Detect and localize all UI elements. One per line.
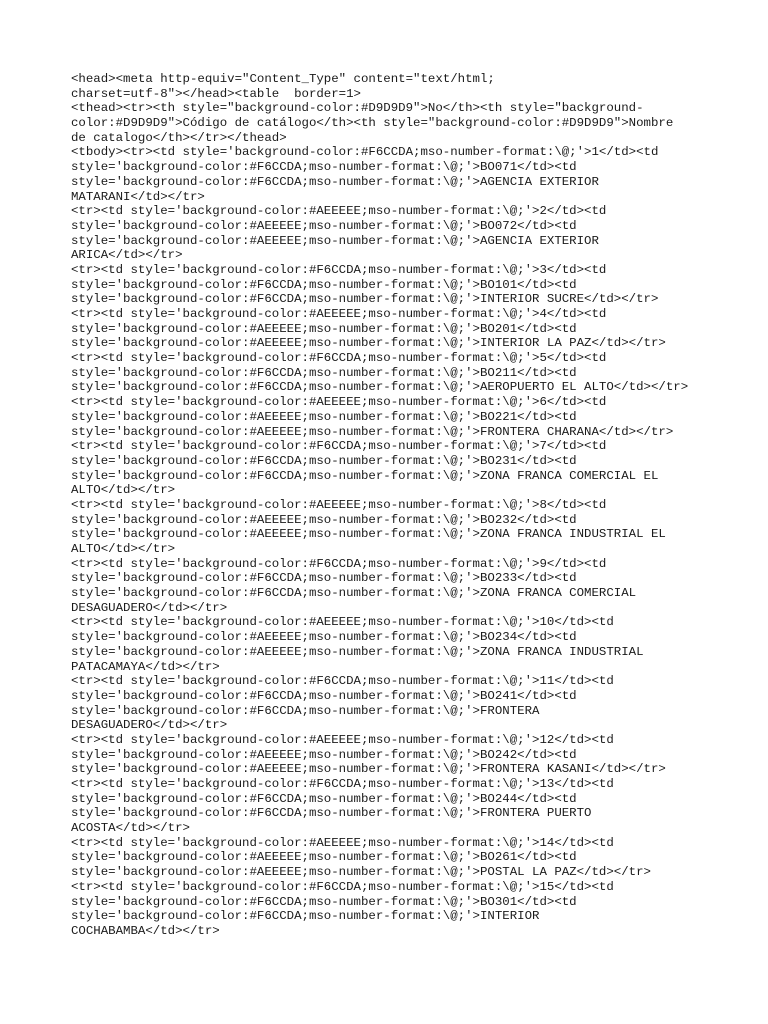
source-line: style='background-color:#F6CCDA;mso-number-format:\@;'>BO241</td><td: [71, 688, 577, 703]
source-line: style='background-color:#AEEEEE;mso-number-format:\@;'>BO072</td><td: [71, 218, 577, 233]
source-line: style='background-color:#AEEEEE;mso-number-format:\@;'>POSTAL LA PAZ</td></tr>: [71, 865, 651, 880]
source-line: ALTO</td></tr>: [71, 483, 176, 498]
source-line: style='background-color:#AEEEEE;mso-number-format:\@;'>BO221</td><td: [71, 409, 577, 424]
source-line: style='background-color:#F6CCDA;mso-number-format:\@;'>FRONTERA PUERTO: [71, 806, 592, 821]
source-line: COCHABAMBA</td></tr>: [71, 923, 220, 938]
source-line: <tr><td style='background-color:#AEEEEE;mso-number-format:\@;'>4</td><td: [71, 307, 607, 321]
source-line: ALTO</td></tr>: [71, 542, 176, 556]
source-line: style='background-color:#AEEEEE;mso-number-format:\@;'>FRONTERA CHARANA</td></tr>: [71, 424, 674, 439]
source-line: style='background-color:#F6CCDA;mso-number-format:\@;'>AGENCIA EXTERIOR: [71, 174, 599, 189]
source-line: style='background-color:#F6CCDA;mso-number-format:\@;'>FRONTERA: [71, 703, 540, 718]
source-line: <tr><td style='background-color:#F6CCDA;mso-number-format:\@;'>5</td><td: [71, 351, 607, 366]
source-line: style='background-color:#AEEEEE;mso-number-format:\@;'>BO261</td><td: [71, 850, 577, 865]
source-line: <tr><td style='background-color:#AEEEEE;mso-number-format:\@;'>14</td><td: [71, 835, 614, 850]
source-line: style='background-color:#AEEEEE;mso-number-format:\@;'>ZONA FRANCA INDUSTRIAL: [71, 644, 644, 659]
source-line: <tr><td style='background-color:#F6CCDA;mso-number-format:\@;'>9</td><td: [71, 556, 607, 571]
source-line: de catalogo</th></tr></thead>: [71, 130, 287, 145]
source-line: ACOSTA</td></tr>: [71, 821, 190, 836]
source-line: style='background-color:#F6CCDA;mso-number-format:\@;'>BO233</td><td: [71, 571, 577, 586]
source-line: <tr><td style='background-color:#F6CCDA;mso-number-format:\@;'>15</td><td: [71, 879, 614, 894]
source-line: <tr><td style='background-color:#AEEEEE;mso-number-format:\@;'>2</td><td: [71, 204, 607, 219]
source-line: style='background-color:#F6CCDA;mso-number-format:\@;'>ZONA FRANCA COMERCIAL EL: [71, 468, 659, 483]
source-line: style='background-color:#AEEEEE;mso-number-format:\@;'>BO234</td><td: [71, 630, 577, 645]
source-line: <tbody><tr><td style='background-color:#F6CCDA;mso-number-format:\@;'>1</td><td: [71, 145, 659, 160]
source-line: DESAGUADERO</td></tr>: [71, 600, 228, 615]
source-line: style='background-color:#F6CCDA;mso-number-format:\@;'>BO101</td><td: [71, 277, 577, 292]
source-line: style='background-color:#F6CCDA;mso-number-format:\@;'>BO231</td><td: [71, 453, 577, 468]
source-line: PATACAMAYA</td></tr>: [71, 659, 220, 674]
source-line: charset=utf-8"></head><table border=1>: [71, 86, 361, 101]
source-line: <tr><td style='background-color:#F6CCDA;mso-number-format:\@;'>11</td><td: [71, 674, 614, 689]
source-line: <tr><td style='background-color:#F6CCDA;mso-number-format:\@;'>3</td><td: [71, 262, 607, 277]
source-line: style='background-color:#AEEEEE;mso-number-format:\@;'>ZONA FRANCA INDUSTRIAL EL: [71, 527, 666, 542]
source-line: <tr><td style='background-color:#F6CCDA;mso-number-format:\@;'>13</td><td: [71, 777, 614, 791]
source-line: color:#D9D9D9">Código de catálogo</th><th style="background-color:#D9D9D9">Nombre: [71, 116, 674, 131]
source-line: style='background-color:#F6CCDA;mso-number-format:\@;'>INTERIOR: [71, 909, 540, 924]
source-line: <head><meta http-equiv="Content_Type" content="text/html;: [71, 72, 495, 86]
source-line: <tr><td style='background-color:#AEEEEE;mso-number-format:\@;'>12</td><td: [71, 732, 614, 747]
source-line: style='background-color:#F6CCDA;mso-number-format:\@;'>INTERIOR SUCRE</td></tr>: [71, 292, 659, 307]
source-line: <thead><tr><th style="background-color:#D9D9D9">No</th><th style="background-: [71, 101, 644, 116]
source-line: MATARANI</td></tr>: [71, 189, 205, 204]
html-source-text: [71, 72, 751, 939]
source-line: style='background-color:#F6CCDA;mso-number-format:\@;'>BO211</td><td: [71, 365, 577, 380]
source-line: ARICA</td></tr>: [71, 248, 183, 263]
source-line: DESAGUADERO</td></tr>: [71, 718, 228, 733]
source-line: style='background-color:#AEEEEE;mso-number-format:\@;'>BO201</td><td: [71, 321, 577, 336]
source-line: style='background-color:#F6CCDA;mso-number-format:\@;'>BO244</td><td: [71, 791, 577, 806]
source-line: style='background-color:#AEEEEE;mso-number-format:\@;'>FRONTERA KASANI</td></tr>: [71, 762, 666, 777]
source-line: style='background-color:#AEEEEE;mso-number-format:\@;'>INTERIOR LA PAZ</td></tr>: [71, 336, 666, 351]
source-line: style='background-color:#AEEEEE;mso-number-format:\@;'>BO242</td><td: [71, 747, 577, 762]
source-line: <tr><td style='background-color:#F6CCDA;mso-number-format:\@;'>7</td><td: [71, 439, 607, 454]
source-line: <tr><td style='background-color:#AEEEEE;mso-number-format:\@;'>6</td><td: [71, 395, 607, 410]
source-line: style='background-color:#AEEEEE;mso-number-format:\@;'>BO232</td><td: [71, 512, 577, 527]
source-line: style='background-color:#F6CCDA;mso-number-format:\@;'>BO301</td><td: [71, 894, 577, 909]
source-line: style='background-color:#F6CCDA;mso-number-format:\@;'>BO071</td><td: [71, 160, 577, 175]
source-line: <tr><td style='background-color:#AEEEEE;mso-number-format:\@;'>8</td><td: [71, 497, 607, 512]
source-line: style='background-color:#AEEEEE;mso-number-format:\@;'>AGENCIA EXTERIOR: [71, 233, 599, 248]
source-line: style='background-color:#F6CCDA;mso-number-format:\@;'>AEROPUERTO EL ALTO</td></tr>: [71, 380, 689, 395]
source-line: style='background-color:#F6CCDA;mso-number-format:\@;'>ZONA FRANCA COMERCIAL: [71, 586, 637, 601]
source-line: <tr><td style='background-color:#AEEEEE;mso-number-format:\@;'>10</td><td: [71, 615, 614, 630]
